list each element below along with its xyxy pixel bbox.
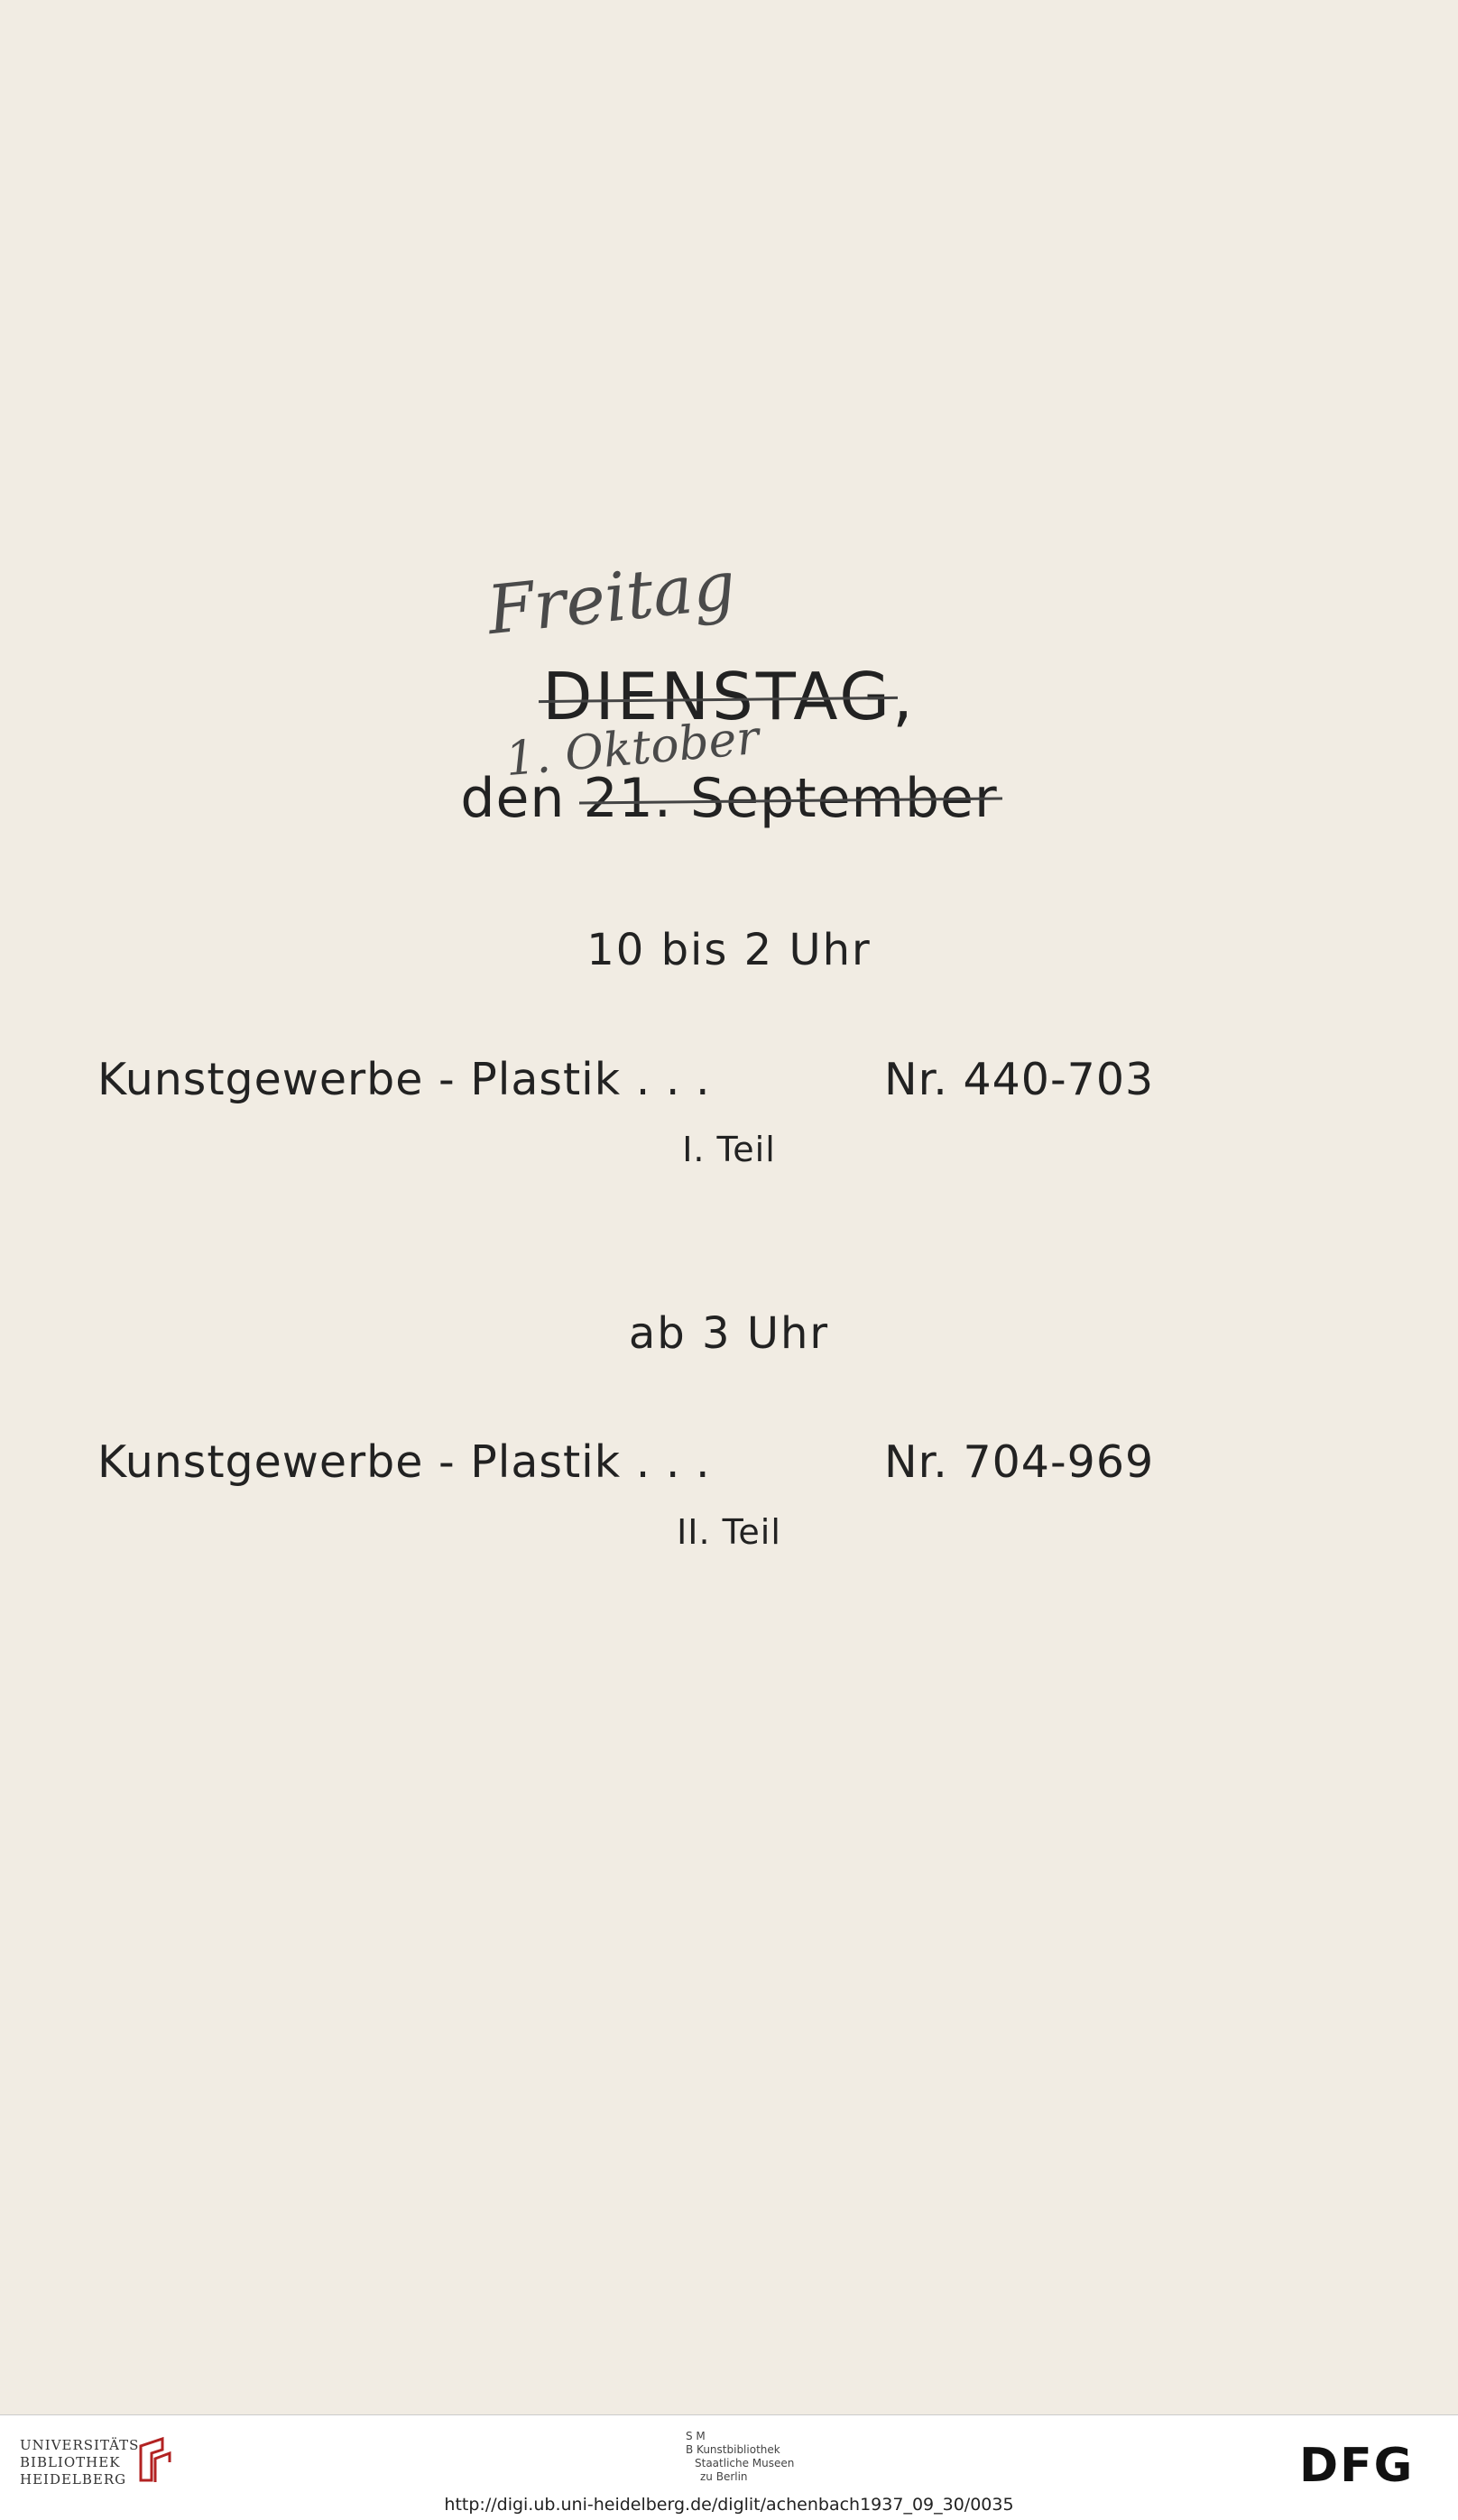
session2-numbers: Nr. 704-969 (884, 1436, 1155, 1488)
dfg-logo: DFG (1299, 2439, 1415, 2493)
struck-date-printed: 21. September (583, 767, 998, 830)
digitization-footer (0, 2414, 1458, 2520)
library-line-2: BIBLIOTHEK (20, 2454, 121, 2470)
source-url-link[interactable]: http://digi.ub.uni-heidelberg.de/diglit/achenbach1937_09_30/0035 (444, 2495, 1014, 2515)
session1-row (97, 1054, 1252, 1105)
handwritten-day-correction: Freitag (484, 546, 740, 651)
den-word: den (460, 767, 566, 830)
university-library-logo-text (20, 2437, 145, 2488)
session1-part: I. Teil (682, 1130, 776, 1169)
session1-time: 10 bis 2 Uhr (586, 925, 872, 975)
sm-line-2: B Kunstbibliothek (686, 2443, 780, 2456)
session2-row (97, 1436, 1252, 1488)
sm-line-1: S M (686, 2430, 706, 2442)
session1-numbers: Nr. 440-703 (884, 1054, 1155, 1105)
library-line-3: HEIDELBERG (20, 2471, 127, 2488)
sm-line-4: zu Berlin (700, 2470, 748, 2483)
struck-day-printed: DIENSTAG (542, 659, 892, 734)
university-library-mark-icon (135, 2435, 175, 2486)
session2-label: Kunstgewerbe - Plastik . . . (97, 1436, 711, 1488)
handwritten-date-correction: 1. Oktober (503, 710, 761, 788)
session1-label: Kunstgewerbe - Plastik . . . (97, 1054, 711, 1105)
heading-comma: , (892, 659, 916, 734)
session2-time: ab 3 Uhr (628, 1308, 830, 1359)
sm-line-3: Staatliche Museen (695, 2457, 795, 2469)
kunstbibliothek-credit (686, 2430, 794, 2484)
library-line-1: UNIVERSITÄTS- (20, 2437, 146, 2453)
session2-part: II. Teil (677, 1512, 781, 1552)
date-heading (0, 767, 1458, 830)
